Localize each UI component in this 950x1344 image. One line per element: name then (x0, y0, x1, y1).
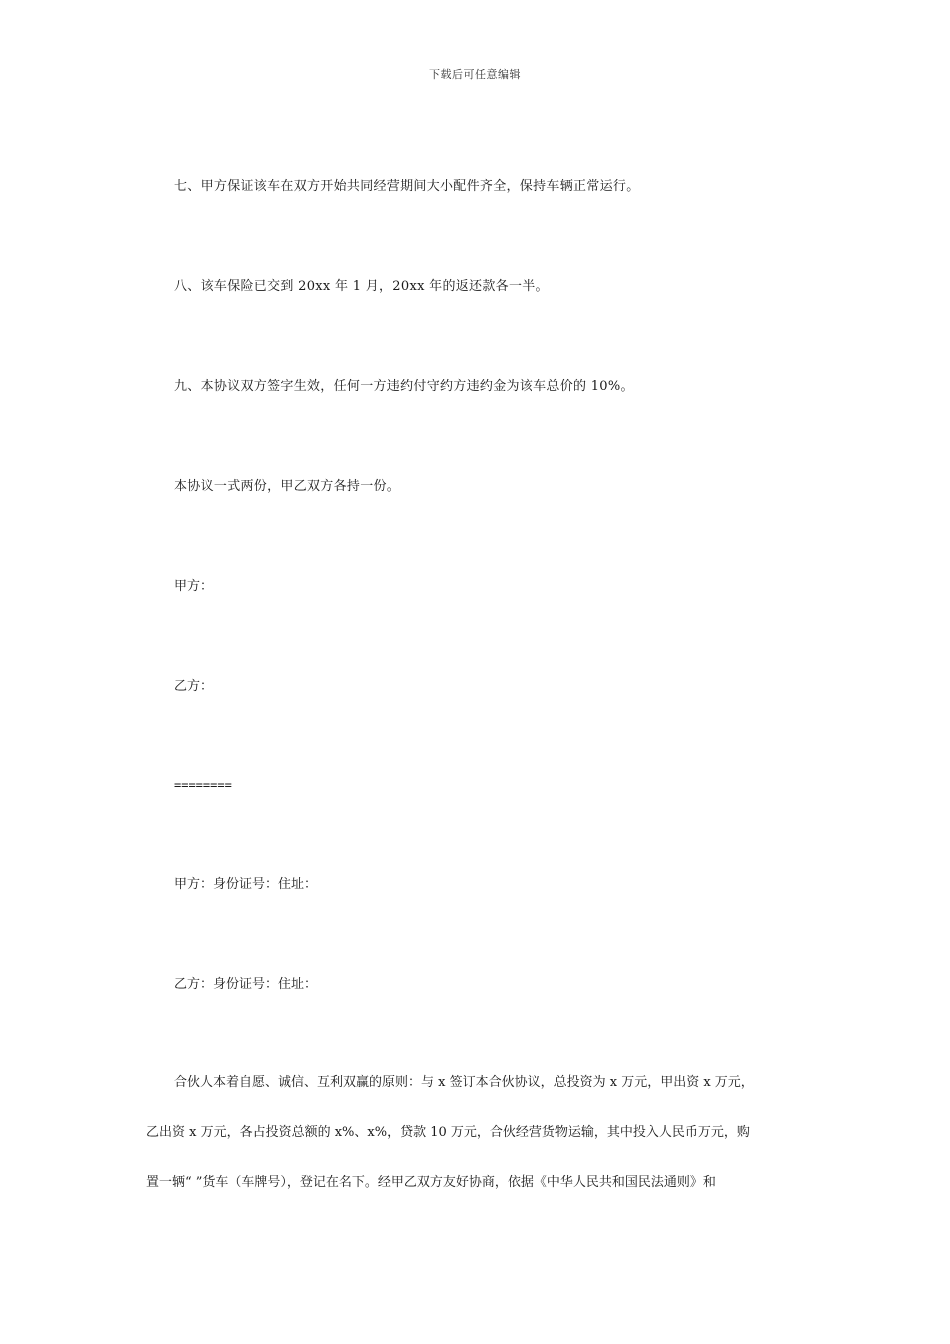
header-note: 下载后可任意编辑 (429, 68, 521, 81)
clause-nine: 九、本协议双方签字生效，任何一方违约付守约方违约金为该车总价的 10%。 (174, 379, 634, 394)
party-b-info: 乙方：身份证号：住址： (174, 977, 318, 992)
clause-seven: 七、甲方保证该车在双方开始共同经营期间大小配件齐全，保持车辆正常运行。 (174, 179, 640, 194)
agreement-line-3: 置一辆“ ”货车（车牌号），登记在名下。经甲乙双方友好协商，依据《中华人民共和国民法通则》和 (146, 1175, 716, 1190)
signature-party-b: 乙方： (174, 679, 214, 694)
signature-party-a: 甲方： (174, 579, 214, 594)
agreement-line-2: 乙出资 x 万元，各占投资总额的 x%、x%，贷款 10 万元，合伙经营货物运输，其中投入人民币万元，购 (146, 1125, 750, 1140)
agreement-line-1: 合伙人本着自愿、诚信、互利双赢的原则：与 x 签订本合伙协议，总投资为 x 万元，甲出资 x 万元， (174, 1075, 754, 1090)
clause-eight: 八、该车保险已交到 20xx 年 1 月，20xx 年的返还款各一半。 (174, 279, 549, 294)
section-separator: ======== (174, 778, 232, 792)
copies-clause: 本协议一式两份，甲乙双方各持一份。 (174, 479, 401, 494)
party-a-info: 甲方：身份证号：住址： (174, 877, 318, 892)
